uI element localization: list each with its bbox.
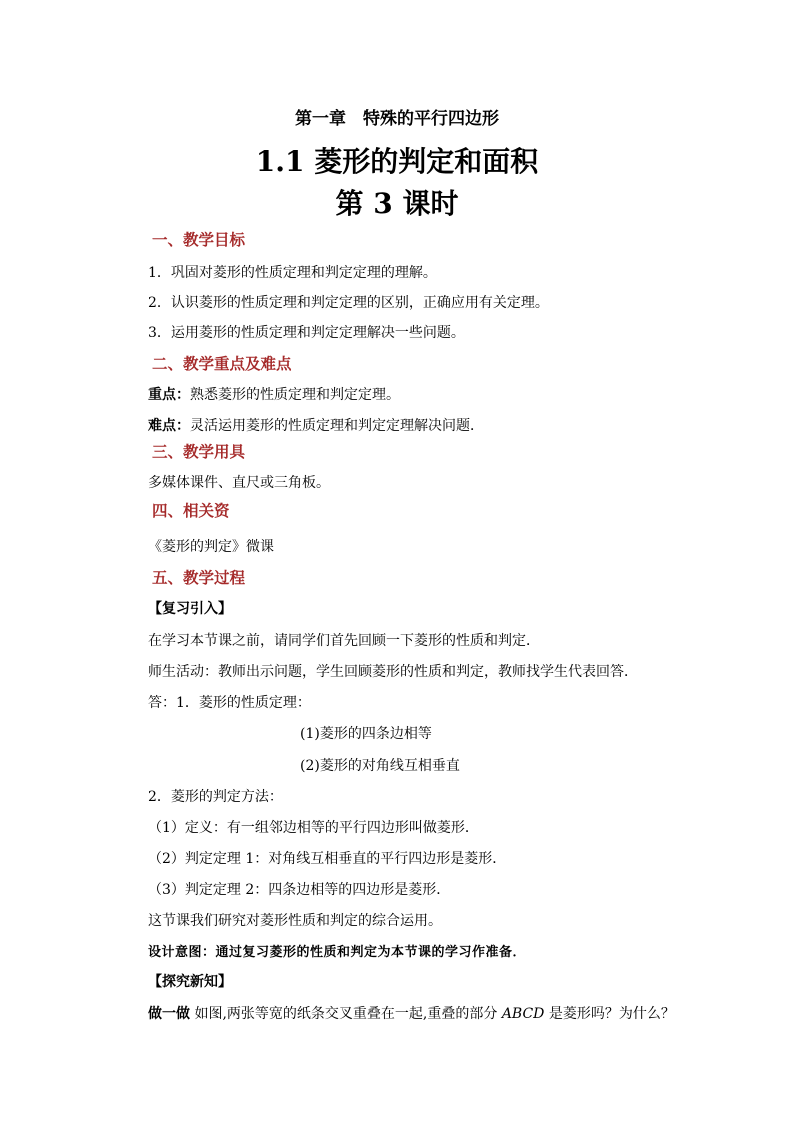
difficult-point-label: 难点：	[148, 418, 190, 434]
review-heading: 【复习引入】	[148, 601, 232, 617]
quadrilateral-abcd: ABCD	[501, 1006, 545, 1022]
design-intent: 设计意图：通过复习菱形的性质和判定为本节课的学习作准备．	[148, 945, 527, 960]
judge-method-1: （1）定义：有一组邻边相等的平行四边形叫做菱形．	[148, 820, 479, 836]
objective-1: 1．巩固对菱形的性质定理和判定定理的理解。	[148, 265, 437, 281]
judge-method-2: （2）判定定理 1：对角线互相垂直的平行四边形是菱形．	[148, 851, 507, 867]
tools-text: 多媒体课件、直尺或三角板。	[148, 475, 330, 491]
difficult-point-text: 灵活运用菱形的性质定理和判定定理解决问题．	[190, 418, 484, 434]
lesson-title: 1.1 菱形的判定和面积	[255, 145, 539, 178]
explore-heading: 【探究新知】	[148, 974, 232, 990]
lesson-subtitle: 第 3 课时	[335, 187, 459, 220]
key-point-text: 熟悉菱形的性质定理和判定定理。	[190, 387, 400, 403]
section-tools-heading: 三、教学用具	[152, 442, 246, 461]
property-2: (2)菱形的对角线互相垂直	[300, 758, 460, 774]
key-point-label: 重点：	[148, 387, 190, 403]
answer-2: 2．菱形的判定方法：	[148, 789, 283, 805]
try-it-label: 做一做	[148, 1006, 190, 1022]
try-it-text-b: 是菱形吗？为什么？	[544, 1006, 675, 1022]
difficult-point	[148, 415, 484, 435]
section-objectives-heading: 一、教学目标	[152, 230, 246, 249]
chapter-heading: 第一章 特殊的平行四边形	[295, 109, 499, 129]
judge-method-3: （3）判定定理 2：四条边相等的四边形是菱形．	[148, 882, 451, 898]
objective-3: 3．运用菱形的性质定理和判定定理解决一些问题。	[148, 325, 465, 341]
property-1: (1)菱形的四条边相等	[300, 726, 432, 742]
section-process-heading: 五、教学过程	[152, 568, 246, 587]
lesson-summary: 这节课我们研究对菱形性质和判定的综合运用。	[148, 913, 442, 929]
section-focus-heading: 二、教学重点及难点	[152, 354, 292, 373]
review-intro: 在学习本节课之前，请同学们首先回顾一下菱形的性质和判定．	[148, 633, 540, 649]
objective-2: 2．认识菱形的性质定理和判定定理的区别，正确应用有关定理。	[148, 295, 549, 311]
answer-1: 答：1．菱形的性质定理：	[148, 695, 311, 711]
try-it-line	[148, 1003, 675, 1023]
try-it-text-a: 如图,两张等宽的纸条交叉重叠在一起,重叠的部分	[190, 1006, 502, 1022]
section-resources-heading: 四、相关资	[152, 501, 230, 520]
key-point	[148, 384, 400, 404]
resources-text: 《菱形的判定》微课	[148, 539, 274, 555]
teacher-activity: 师生活动：教师出示问题，学生回顾菱形的性质和判定，教师找学生代表回答．	[148, 664, 638, 680]
